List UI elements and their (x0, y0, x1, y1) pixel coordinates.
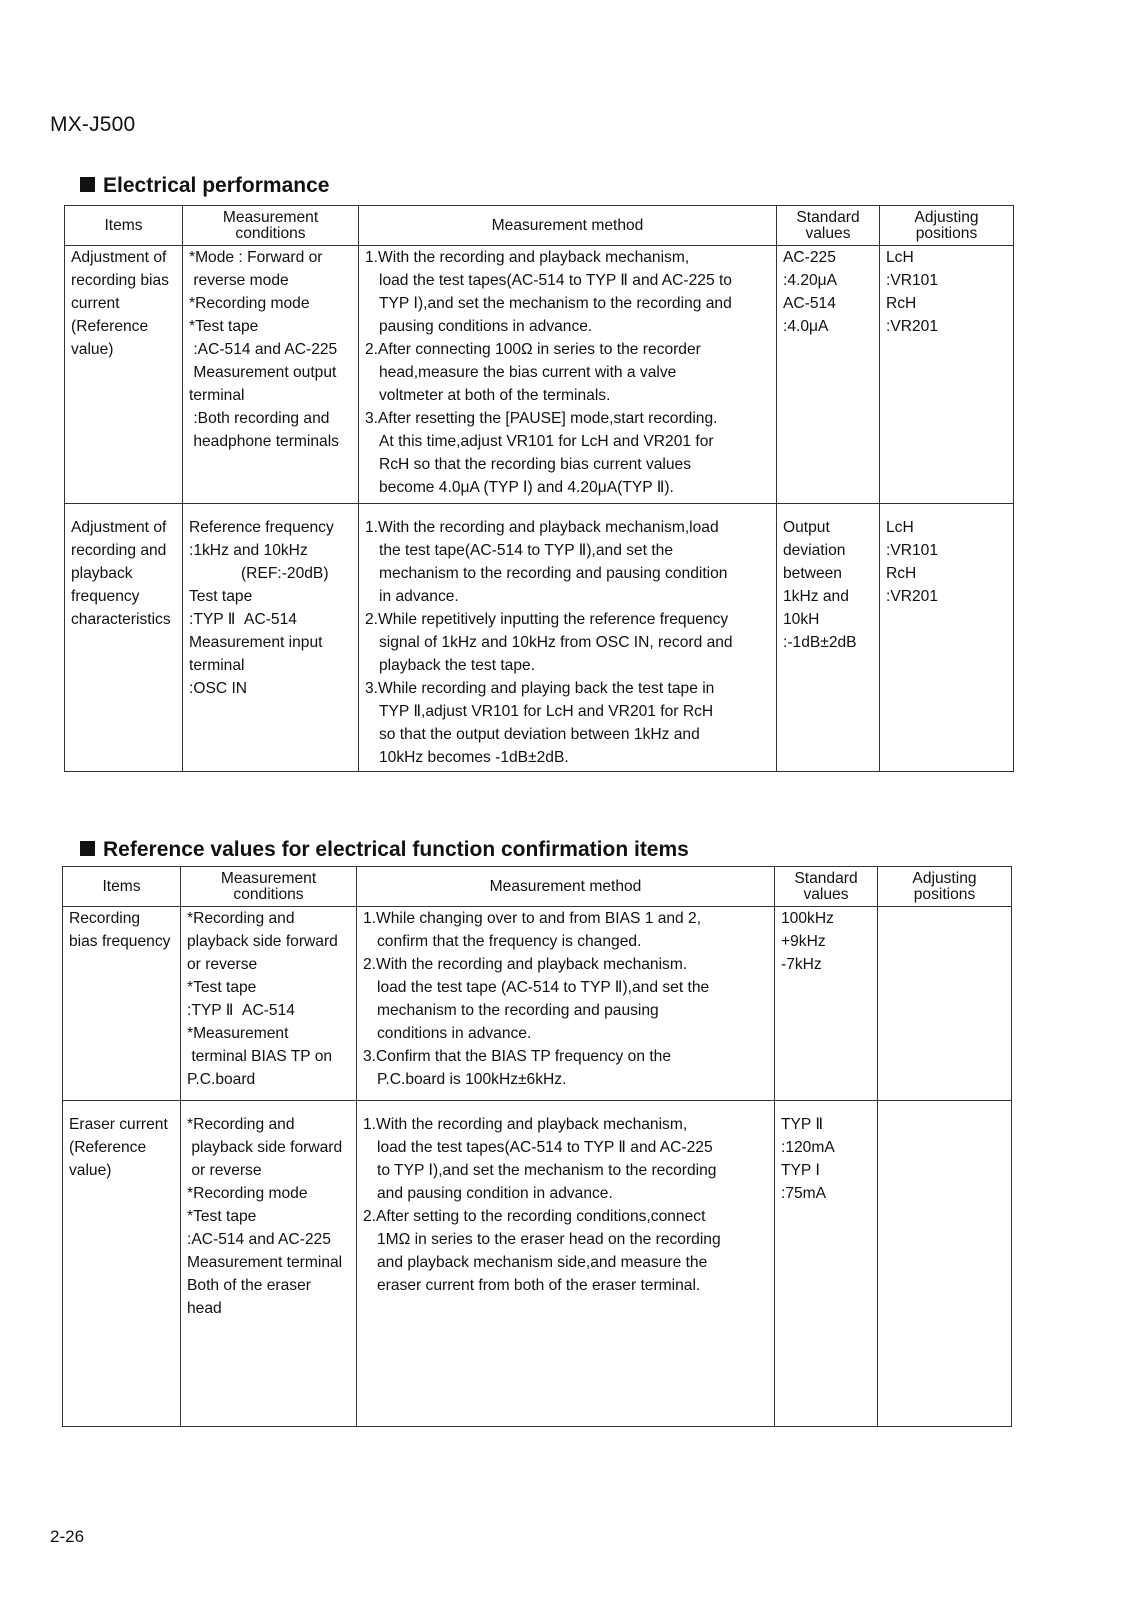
cell-line: *Recording and (187, 1116, 295, 1133)
model-name: MX-J500 (50, 113, 136, 136)
cell-line: Measurement input (189, 634, 323, 651)
cell-line: load the test tape (AC-514 to TYP Ⅱ),and set the (377, 979, 710, 996)
cell-line: Recording (69, 910, 141, 927)
cell-line: LcH (886, 519, 914, 536)
cell-line: TYP Ⅱ,adjust VR101 for LcH and VR201 for RcH (379, 703, 714, 720)
row-spacer (187, 1101, 350, 1113)
cell-line: 3.While recording and playing back the test tape in (365, 680, 715, 697)
cell-line: playback the test tape. (379, 657, 536, 674)
cell-line: -7kHz (781, 956, 822, 973)
cell-line: Reference frequency (189, 519, 334, 536)
cell-line: recording and (71, 542, 167, 559)
cell-line: :-1dB±2dB (783, 634, 857, 651)
cell-line: terminal BIAS TP on (187, 1048, 333, 1065)
reference-values-table (62, 866, 1012, 1427)
header-adjusting: Adjusting positions (878, 867, 1012, 907)
cell-line: *Mode : Forward or (189, 249, 323, 266)
table-header-row (65, 206, 1014, 246)
cell-line: current (71, 295, 120, 312)
cell-line: 3.Confirm that the BIAS TP frequency on the (363, 1048, 672, 1065)
adjusting-cell (878, 1101, 1012, 1427)
table-header-row (63, 867, 1012, 907)
items-cell (63, 1101, 181, 1427)
cell-line: *Measurement (187, 1025, 289, 1042)
cell-line: 10kH (783, 611, 820, 628)
cell-line: AC-225 (783, 249, 836, 266)
cell-line: :AC-514 and AC-225 (187, 1231, 331, 1248)
conditions-cell (183, 246, 359, 504)
page-number: 2-26 (50, 1527, 85, 1546)
cell-line: between (783, 565, 842, 582)
cell-line: 2.While repetitively inputting the reference frequency (365, 611, 729, 628)
section-heading-text: Electrical performance (103, 174, 330, 197)
cell-line: Measurement terminal (187, 1254, 343, 1271)
cell-line: RcH so that the recording bias current values (379, 456, 692, 473)
cell-line: P.C.board (187, 1071, 256, 1088)
cell-line: load the test tapes(AC-514 to TYP Ⅱ and AC-225 to (379, 272, 732, 289)
cell-line: or reverse (187, 1162, 262, 1179)
adjusting-cell (880, 246, 1014, 504)
cell-line: recording bias (71, 272, 169, 289)
cell-line: TYP Ⅰ),and set the mechanism to the recording and (379, 295, 732, 312)
cell-line: head (187, 1300, 222, 1317)
cell-line: and playback mechanism side,and measure the (377, 1254, 708, 1271)
cell-line: :75mA (781, 1185, 827, 1202)
cell-line: :TYP Ⅱ AC-514 (189, 611, 297, 628)
cell-line: Adjustment of (71, 519, 167, 536)
cell-line: bias frequency (69, 933, 171, 950)
cell-line: and pausing condition in advance. (377, 1185, 613, 1202)
electrical-performance-table (64, 205, 1014, 772)
conditions-cell (181, 907, 357, 1101)
cell-line: 3.After resetting the [PAUSE] mode,start recording. (365, 410, 718, 427)
cell-line: value) (71, 341, 114, 358)
header-items: Items (65, 206, 183, 246)
cell-line: value) (69, 1162, 112, 1179)
cell-line: 2.With the recording and playback mechanism. (363, 956, 688, 973)
cell-line: load the test tapes(AC-514 to TYP Ⅱ and AC-225 (377, 1139, 713, 1156)
standard-cell (775, 907, 878, 1101)
row-spacer (783, 504, 873, 516)
cell-line: 2.After connecting 100Ω in series to the recorder (365, 341, 701, 358)
header-standard: Standard values (775, 867, 878, 907)
header-adjusting: Adjusting positions (880, 206, 1014, 246)
cell-line: the test tape(AC-514 to TYP Ⅱ),and set the (379, 542, 674, 559)
cell-line: become 4.0μA (TYP Ⅰ) and 4.20μA(TYP Ⅱ). (379, 479, 674, 496)
row-spacer (69, 1101, 174, 1113)
row-spacer (189, 504, 352, 516)
cell-line: headphone terminals (189, 433, 339, 450)
items-cell (65, 504, 183, 772)
cell-line: *Test tape (187, 1208, 257, 1225)
cell-line: *Recording mode (187, 1185, 308, 1202)
cell-line: (Reference (69, 1139, 147, 1156)
table-row (63, 907, 1012, 1101)
cell-line: :AC-514 and AC-225 (189, 341, 338, 358)
adjusting-cell (880, 504, 1014, 772)
row-spacer (781, 1101, 871, 1113)
row-spacer (886, 504, 1007, 516)
cell-line: confirm that the frequency is changed. (377, 933, 642, 950)
cell-line: in advance. (379, 588, 459, 605)
square-bullet-icon (80, 177, 95, 192)
cell-line: :4.0μA (783, 318, 829, 335)
adjusting-cell (878, 907, 1012, 1101)
cell-line: 2.After setting to the recording conditions,connect (363, 1208, 706, 1225)
table-row (63, 1101, 1012, 1427)
cell-line: :VR101 (886, 542, 939, 559)
cell-line: RcH (886, 295, 917, 312)
row-spacer (363, 1101, 768, 1113)
cell-line: *Recording and (187, 910, 295, 927)
cell-line: :OSC IN (189, 680, 248, 697)
cell-line: Adjustment of (71, 249, 167, 266)
items-cell (65, 246, 183, 504)
cell-line: 1kHz and (783, 588, 849, 605)
cell-line: :VR201 (886, 318, 939, 335)
method-cell (357, 1101, 775, 1427)
row-spacer (884, 1101, 1005, 1113)
cell-line: *Test tape (187, 979, 257, 996)
cell-line: terminal (189, 657, 245, 674)
cell-line: :Both recording and (189, 410, 330, 427)
cell-line: (Reference (71, 318, 149, 335)
method-cell (357, 907, 775, 1101)
cell-line: to TYP Ⅰ),and set the mechanism to the recording (377, 1162, 717, 1179)
cell-line: Measurement output (189, 364, 337, 381)
cell-line: Both of the eraser (187, 1277, 311, 1294)
cell-line: At this time,adjust VR101 for LcH and VR201 for (379, 433, 714, 450)
cell-line: :VR201 (886, 588, 939, 605)
square-bullet-icon (80, 841, 95, 856)
conditions-cell (181, 1101, 357, 1427)
cell-line: P.C.board is 100kHz±6kHz. (377, 1071, 567, 1088)
cell-line: 1MΩ in series to the eraser head on the recording (377, 1231, 721, 1248)
row-spacer (71, 504, 176, 516)
header-method: Measurement method (359, 206, 777, 246)
cell-line: playback side forward (187, 1139, 343, 1156)
cell-line: LcH (886, 249, 914, 266)
cell-line: voltmeter at both of the terminals. (379, 387, 611, 404)
cell-line: :1kHz and 10kHz (189, 542, 308, 559)
cell-line: conditions in advance. (377, 1025, 532, 1042)
cell-line: terminal (189, 387, 245, 404)
cell-line: signal of 1kHz and 10kHz from OSC IN, record and (379, 634, 733, 651)
cell-line: eraser current from both of the eraser terminal. (377, 1277, 701, 1294)
cell-line: mechanism to the recording and pausing (377, 1002, 659, 1019)
cell-line: (REF:-20dB) (189, 565, 329, 582)
cell-line: 1.With the recording and playback mechanism, (363, 1116, 688, 1133)
cell-line: playback (71, 565, 133, 582)
header-method: Measurement method (357, 867, 775, 907)
cell-line: Output (783, 519, 830, 536)
cell-line: or reverse (187, 956, 258, 973)
cell-line: frequency (71, 588, 140, 605)
cell-line: 1.While changing over to and from BIAS 1 and 2, (363, 910, 702, 927)
cell-line: :TYP Ⅱ AC-514 (187, 1002, 295, 1019)
table-row (65, 504, 1014, 772)
header-standard: Standard values (777, 206, 880, 246)
cell-line: 100kHz (781, 910, 834, 927)
cell-line: mechanism to the recording and pausing condition (379, 565, 728, 582)
cell-line: :VR101 (886, 272, 939, 289)
header-conditions: Measurement conditions (181, 867, 357, 907)
cell-line: so that the output deviation between 1kHz and (379, 726, 700, 743)
cell-line: +9kHz (781, 933, 826, 950)
cell-line: 1.With the recording and playback mechanism, (365, 249, 690, 266)
cell-line: RcH (886, 565, 917, 582)
cell-line: reverse mode (189, 272, 289, 289)
cell-line: pausing conditions in advance. (379, 318, 593, 335)
cell-line: 1.With the recording and playback mechanism,load (365, 519, 719, 536)
cell-line: AC-514 (783, 295, 836, 312)
section-heading-text: Reference values for electrical function confirmation items (103, 838, 689, 861)
cell-line: *Recording mode (189, 295, 310, 312)
cell-line: Test tape (189, 588, 253, 605)
cell-line: TYP Ⅰ (781, 1162, 820, 1179)
method-cell (359, 246, 777, 504)
header-items: Items (63, 867, 181, 907)
cell-line: :4.20μA (783, 272, 838, 289)
cell-line: playback side forward (187, 933, 338, 950)
method-cell (359, 504, 777, 772)
cell-line: :120mA (781, 1139, 835, 1156)
cell-line: characteristics (71, 611, 171, 628)
conditions-cell (183, 504, 359, 772)
cell-line: head,measure the bias current with a valve (379, 364, 677, 381)
header-conditions: Measurement conditions (183, 206, 359, 246)
cell-line: *Test tape (189, 318, 259, 335)
cell-line: TYP Ⅱ (781, 1116, 824, 1133)
standard-cell (777, 504, 880, 772)
cell-line: 10kHz becomes -1dB±2dB. (379, 749, 569, 766)
items-cell (63, 907, 181, 1101)
cell-line: Eraser current (69, 1116, 168, 1133)
standard-cell (775, 1101, 878, 1427)
section-heading-reference-values (80, 838, 689, 862)
cell-line: deviation (783, 542, 846, 559)
row-spacer (365, 504, 770, 516)
standard-cell (777, 246, 880, 504)
section-heading-electrical-performance (80, 174, 329, 198)
table-row (65, 246, 1014, 504)
